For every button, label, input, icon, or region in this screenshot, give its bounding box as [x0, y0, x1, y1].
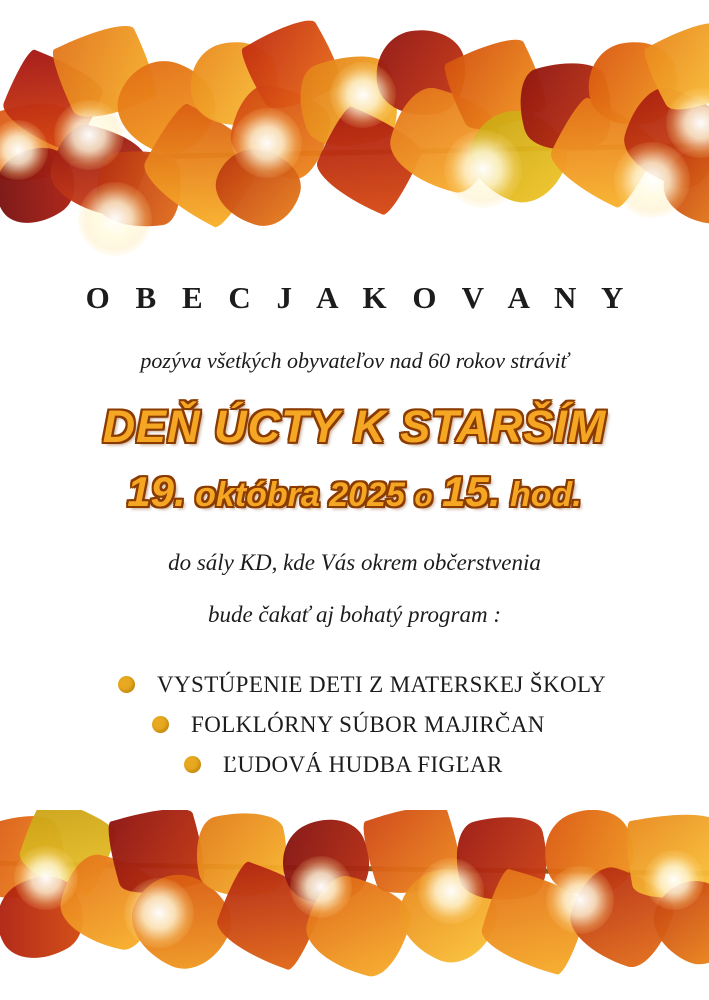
- string-light-icon: [54, 100, 124, 170]
- leaf-icon: [91, 144, 187, 233]
- leaf-icon: [658, 144, 709, 229]
- string-light-icon: [644, 850, 704, 910]
- leaf-icon: [225, 80, 335, 183]
- leaf-icon: [641, 868, 709, 976]
- programme-item-label: ĽUDOVÁ HUDBA FIGĽAR: [223, 751, 503, 777]
- autumn-leaf-garland-top: [0, 0, 709, 258]
- leaf-icon: [0, 861, 98, 974]
- programme-list: [0, 672, 709, 778]
- string-light-icon: [14, 846, 78, 910]
- event-month: októbra: [195, 475, 320, 514]
- leaf-icon: [298, 869, 417, 982]
- leaf-icon: [447, 810, 557, 912]
- string-light-icon: [614, 142, 690, 218]
- leaf-icon: [210, 859, 328, 974]
- autumn-leaf-garland-bottom: [0, 810, 709, 1000]
- string-light-icon: [666, 88, 709, 158]
- leaf-icon: [382, 81, 506, 199]
- leaf-icon: [54, 849, 166, 955]
- poster-content: [0, 250, 709, 792]
- leaf-icon: [476, 866, 593, 977]
- programme-item-label: VYSTÚPENIE DETI Z MATERSKEJ ŠKOLY: [157, 671, 607, 697]
- string-light-icon: [78, 182, 152, 256]
- string-light-icon: [444, 130, 522, 208]
- leaf-icon: [0, 47, 108, 156]
- event-year: 2025: [329, 475, 405, 514]
- leaf-icon: [287, 42, 411, 162]
- leaf-icon: [615, 80, 709, 195]
- leaf-icon: [46, 15, 164, 131]
- leaf-icon: [638, 13, 709, 123]
- string-light-icon: [330, 62, 396, 128]
- leaf-icon: [509, 51, 622, 163]
- event-title: DEŇ ÚCTY K STARŠÍM: [102, 401, 607, 452]
- leaf-icon: [387, 855, 510, 974]
- leaf-icon: [44, 119, 151, 220]
- venue-text: do sály KD, kde Vás okrem občerstvenia: [168, 549, 541, 575]
- programme-intro-text: bude čakať aj bohatý program :: [207, 601, 502, 627]
- string-light-icon: [0, 120, 48, 180]
- list-item: [0, 712, 709, 738]
- invitation-text: pozýva všetkých obyvateľov nad 60 rokov stráviť: [140, 348, 569, 373]
- event-date-separator: o: [414, 479, 433, 513]
- leaf-icon: [621, 810, 709, 907]
- string-light-icon: [546, 866, 614, 934]
- leaf-icon: [0, 91, 86, 195]
- event-time: 15.: [442, 467, 501, 515]
- leaf-icon: [458, 98, 578, 214]
- list-item: [0, 752, 709, 778]
- leaf-icon: [531, 810, 647, 910]
- leaf-icon: [580, 34, 685, 135]
- leaf-icon: [560, 859, 681, 975]
- event-day: 19.: [127, 467, 186, 515]
- leaf-icon: [207, 140, 308, 234]
- event-title-block: [0, 402, 709, 516]
- string-light-icon: [232, 108, 302, 178]
- bullet-icon: [118, 676, 135, 693]
- bullet-icon: [184, 756, 201, 773]
- leaf-icon: [0, 810, 78, 913]
- string-light-icon: [290, 856, 352, 918]
- string-light-icon: [124, 878, 194, 948]
- event-time-unit: hod.: [509, 475, 582, 514]
- leaf-icon: [308, 103, 427, 219]
- leaf-icon: [106, 49, 225, 164]
- leaf-icon: [102, 810, 212, 905]
- leaf-icon: [357, 810, 469, 906]
- bullet-icon: [152, 716, 169, 733]
- leaf-icon: [542, 94, 664, 213]
- leaf-icon: [188, 810, 296, 907]
- leaf-icon: [236, 10, 349, 121]
- leaf-icon: [134, 99, 271, 233]
- garland-stem-bottom: [0, 861, 709, 876]
- leaf-icon: [118, 860, 244, 982]
- programme-item-label: FOLKLÓRNY SÚBOR MAJIRČAN: [191, 711, 545, 737]
- string-light-icon: [418, 858, 484, 924]
- garland-stem-top: [0, 142, 709, 162]
- leaf-icon: [13, 810, 120, 899]
- leaf-icon: [0, 133, 89, 239]
- event-date-line: [0, 468, 709, 516]
- leaf-icon: [269, 810, 384, 918]
- list-item: [0, 672, 709, 698]
- leaf-icon: [438, 29, 554, 143]
- leaf-icon: [181, 33, 287, 136]
- leaf-icon: [369, 23, 473, 123]
- page-title: O B E C J A K O V A N Y: [85, 280, 633, 315]
